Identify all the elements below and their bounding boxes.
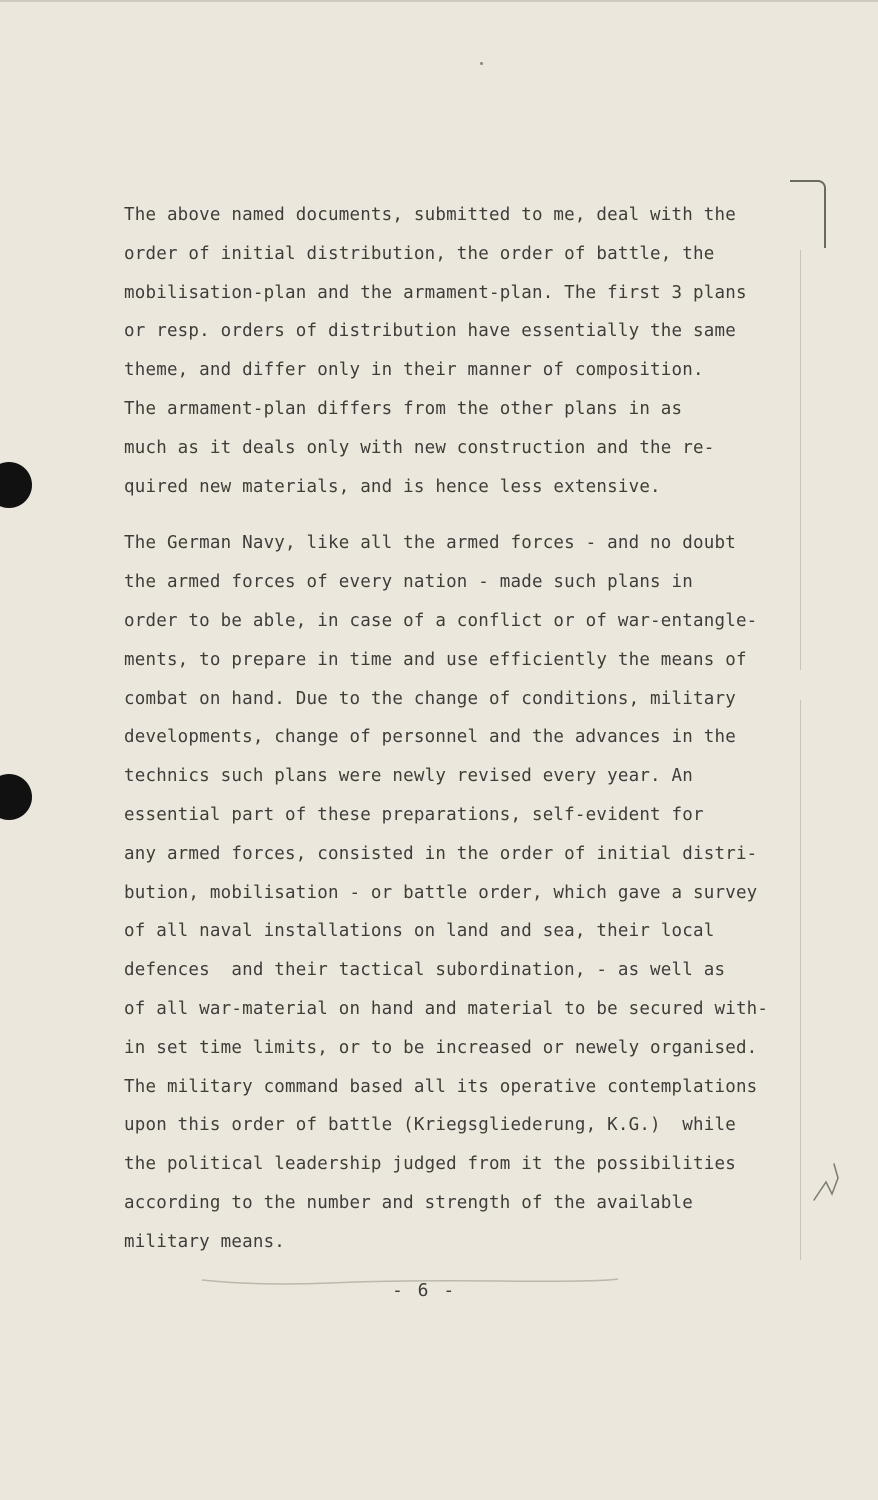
text-line: essential part of these preparations, self-evident for [124,804,704,825]
punch-hole-upper [0,462,32,508]
text-line: of all war-material on hand and material to be secured with- [124,998,769,1019]
text-line: order to be able, in case of a conflict or of war-entangle- [124,610,758,631]
text-line: developments, change of personnel and the advances in the [124,727,736,748]
punch-hole-lower [0,774,32,820]
text-line: the political leadership judged from it the possibilities [124,1154,736,1175]
page-top-edge [0,0,878,2]
text-line: military means. [124,1231,286,1252]
text-line: theme, and differ only in their manner of composition. [124,360,704,381]
paragraph-1 [124,196,824,506]
text-line: much as it deals only with new construction and the re- [124,437,715,458]
text-line: according to the number and strength of the available [124,1192,694,1213]
text-line: ments, to prepare in time and use efficiently the means of [124,649,747,670]
paper-speck [480,62,483,65]
text-line: or resp. orders of distribution have essentially the same [124,321,736,342]
document-body [124,196,824,1262]
text-line: mobilisation-plan and the armament-plan. The first 3 plans [124,282,747,303]
paragraph-2 [124,524,824,1261]
page-number: - 6 - [392,1280,457,1301]
text-line: in set time limits, or to be increased or newely organised. [124,1037,758,1058]
text-line: upon this order of battle (Kriegsgliederung, K.G.) while [124,1115,736,1136]
text-line: The German Navy, like all the armed forces - and no doubt [124,533,736,554]
text-line: technics such plans were newly revised every year. An [124,766,694,787]
text-line: order of initial distribution, the order of battle, the [124,243,715,264]
text-line: defences and their tactical subordination, - as well as [124,960,726,981]
text-line: The armament-plan differs from the other plans in as [124,398,683,419]
text-line: bution, mobilisation - or battle order, which gave a survey [124,882,758,903]
text-line: of all naval installations on land and sea, their local [124,921,715,942]
text-line: combat on hand. Due to the change of conditions, military [124,688,736,709]
text-line: The military command based all its operative contemplations [124,1076,758,1097]
text-line: the armed forces of every nation - made such plans in [124,572,694,593]
text-line: any armed forces, consisted in the order of initial distri- [124,843,758,864]
text-line: quired new materials, and is hence less extensive. [124,476,661,497]
text-line: The above named documents, submitted to me, deal with the [124,205,736,225]
